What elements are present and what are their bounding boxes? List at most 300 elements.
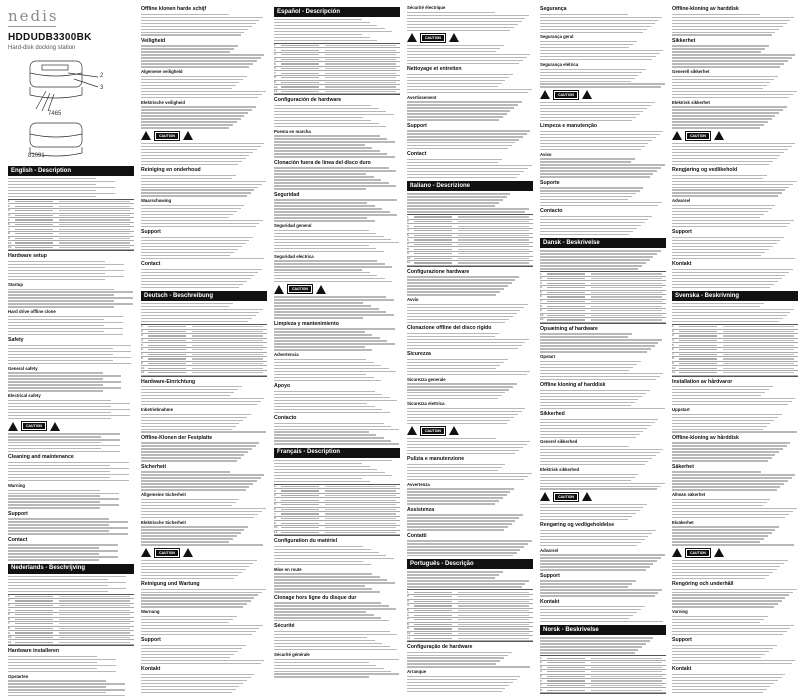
text-line — [141, 164, 238, 165]
text-line — [540, 199, 628, 200]
part-name — [547, 283, 585, 284]
column-1 — [8, 4, 134, 698]
part-description — [325, 495, 396, 496]
text-line — [672, 417, 778, 418]
text-line — [672, 431, 797, 432]
text-line — [141, 214, 233, 215]
row-number: 6. — [672, 347, 675, 352]
paragraph — [540, 187, 666, 206]
text-line — [274, 412, 390, 413]
text-line — [141, 597, 254, 598]
part-description — [458, 596, 529, 597]
paragraph — [274, 602, 400, 621]
paragraph — [540, 41, 666, 60]
paragraph — [274, 296, 400, 318]
row-number: 5. — [540, 289, 543, 294]
text-line — [141, 66, 249, 67]
part-name — [547, 676, 585, 677]
row-number: 4. — [141, 338, 144, 343]
part-description — [591, 680, 662, 681]
row-number: 5. — [8, 217, 11, 222]
text-line — [407, 57, 527, 58]
text-line — [274, 170, 396, 171]
text-line — [540, 41, 637, 42]
warning-triangle-icon — [672, 548, 682, 557]
paragraph — [141, 526, 267, 545]
text-line — [540, 17, 662, 18]
text-line — [672, 663, 792, 664]
text-line — [540, 253, 657, 254]
heading: Sécurité — [274, 623, 295, 630]
heading: Kontakt — [141, 666, 161, 673]
text-line — [141, 45, 238, 46]
part-name — [281, 518, 319, 519]
text-line — [672, 426, 767, 427]
heading: Contact — [141, 261, 161, 268]
text-line — [540, 351, 647, 352]
part-description — [458, 624, 529, 625]
caution-box: CAUTION — [685, 548, 711, 558]
text-line — [274, 272, 370, 273]
text-line — [540, 361, 641, 362]
text-line — [8, 544, 118, 545]
text-line — [407, 279, 515, 280]
row-number: 6. — [8, 222, 11, 227]
part-name — [414, 624, 452, 625]
text-line — [274, 34, 362, 35]
text-line — [274, 147, 372, 148]
part-name — [281, 527, 319, 528]
text-line — [407, 517, 519, 518]
part-name — [414, 615, 452, 616]
text-line — [672, 26, 783, 27]
text-line — [274, 199, 397, 200]
row-number: 7. — [540, 299, 543, 304]
text-line — [407, 479, 524, 480]
paragraph — [672, 175, 798, 197]
text-line — [8, 306, 114, 307]
part-name — [15, 623, 53, 624]
text-line — [540, 29, 647, 30]
part-name — [414, 262, 452, 263]
part-name — [148, 354, 186, 355]
text-line — [141, 161, 242, 162]
part-description — [59, 224, 130, 225]
paragraph — [141, 442, 267, 461]
row-number: 11. — [407, 635, 411, 640]
text-line — [407, 345, 522, 346]
text-line — [141, 272, 258, 273]
text-line — [274, 466, 370, 467]
text-line — [407, 494, 507, 495]
row-number: 6. — [540, 678, 543, 683]
text-line — [407, 663, 496, 664]
text-line — [672, 175, 767, 176]
paragraph — [141, 45, 267, 67]
text-line — [407, 655, 508, 656]
subheading: Seguridad general — [274, 223, 312, 229]
text-line — [141, 622, 229, 623]
text-line — [274, 220, 375, 221]
text-line — [407, 543, 528, 544]
text-line — [274, 40, 377, 41]
part-name — [547, 296, 585, 297]
paragraph — [672, 45, 798, 67]
part-name — [15, 628, 53, 629]
text-line — [8, 436, 101, 437]
text-line — [407, 45, 504, 46]
text-line — [274, 331, 365, 332]
text-line — [8, 345, 131, 346]
subheading: Segurança elétrica — [540, 61, 579, 67]
section-header: Português - Descrição — [407, 559, 533, 569]
text-line — [141, 680, 247, 681]
row-number: 6. — [274, 506, 277, 511]
text-line — [141, 471, 230, 472]
part-name — [281, 523, 319, 524]
part-description — [591, 690, 662, 691]
part-description — [723, 363, 794, 364]
row-number: 10. — [274, 525, 279, 530]
text-line — [540, 120, 632, 121]
text-line — [141, 474, 264, 475]
text-line — [540, 477, 635, 478]
column-2 — [141, 4, 267, 695]
part-name — [15, 642, 53, 643]
row-number: 11. — [672, 370, 676, 375]
part-name — [414, 628, 452, 629]
text-line — [672, 628, 790, 629]
text-line — [274, 117, 363, 118]
text-line — [672, 594, 789, 595]
part-name — [547, 287, 585, 288]
text-line — [407, 520, 515, 521]
part-name — [15, 233, 53, 234]
part-description — [192, 331, 263, 332]
part-name — [281, 500, 319, 501]
text-line — [407, 205, 495, 206]
text-line — [141, 211, 237, 212]
part-name — [414, 244, 452, 245]
text-line — [407, 27, 514, 28]
text-line — [407, 48, 500, 49]
text-line — [672, 208, 772, 209]
text-line — [407, 60, 523, 61]
text-line — [274, 671, 391, 672]
part-description — [325, 82, 396, 83]
text-line — [141, 538, 233, 539]
text-line — [274, 649, 397, 650]
text-line — [141, 686, 239, 687]
part-description — [591, 667, 662, 668]
warning-triangle-icon — [407, 426, 417, 435]
text-line — [274, 640, 375, 641]
text-line — [141, 127, 229, 128]
row-number: 7. — [672, 351, 675, 356]
text-line — [407, 133, 527, 134]
text-line — [540, 14, 628, 15]
subheading: Avvertenza — [407, 481, 430, 487]
text-line — [540, 367, 633, 368]
warning-triangle-icon — [274, 285, 284, 294]
paragraph — [274, 631, 400, 650]
text-line — [274, 443, 399, 444]
text-line — [141, 287, 239, 288]
paragraph — [672, 616, 798, 635]
text-line — [141, 395, 230, 396]
part-description — [325, 490, 396, 491]
text-line — [540, 612, 637, 613]
text-line — [274, 472, 385, 473]
text-line — [672, 272, 789, 273]
part-description — [591, 292, 662, 293]
text-line — [672, 471, 761, 472]
row-number: 2. — [672, 328, 675, 333]
paragraph — [407, 304, 533, 323]
part-description — [458, 633, 529, 634]
paragraph — [540, 361, 666, 380]
text-line — [141, 175, 236, 176]
text-line — [141, 448, 252, 449]
heading: Offline kloning af harddisk — [540, 382, 606, 389]
text-line — [274, 141, 395, 142]
text-line — [8, 270, 124, 271]
heading: Cleaning and maintenance — [8, 454, 74, 461]
row-number: 7. — [407, 617, 410, 622]
section-header: Deutsch - Beschreibung — [141, 291, 267, 301]
row-number: 8. — [141, 356, 144, 361]
text-line — [274, 668, 384, 669]
text-line — [8, 276, 124, 277]
text-line — [141, 79, 243, 80]
text-line — [407, 136, 523, 137]
text-line — [407, 130, 530, 131]
text-line — [274, 156, 395, 157]
text-line — [8, 409, 130, 410]
text-line — [407, 423, 507, 424]
text-line — [672, 442, 790, 443]
text-line — [672, 489, 777, 490]
part-description — [723, 354, 794, 355]
text-line — [274, 217, 367, 218]
part-name — [15, 619, 53, 620]
warning-triangle-icon — [540, 90, 550, 99]
text-line — [8, 462, 129, 463]
text-line — [8, 328, 123, 329]
text-line — [540, 437, 636, 438]
heading: Support — [672, 229, 692, 236]
part-name — [15, 605, 53, 606]
table-row — [274, 90, 400, 95]
text-line — [672, 448, 783, 449]
row-number: 8. — [540, 303, 543, 308]
text-line — [274, 555, 386, 556]
text-line — [540, 137, 656, 138]
paragraph — [540, 419, 666, 438]
part-name — [679, 335, 717, 336]
text-line — [672, 269, 793, 270]
text-line — [274, 437, 384, 438]
row-number: 10. — [407, 255, 412, 260]
row-number: 5. — [540, 673, 543, 678]
part-description — [325, 91, 396, 92]
text-line — [274, 617, 381, 618]
text-line — [141, 258, 264, 259]
text-line — [141, 312, 259, 313]
text-line — [8, 319, 104, 320]
text-line — [141, 594, 258, 595]
row-number: 3. — [8, 208, 11, 213]
text-line — [274, 28, 385, 29]
text-line — [141, 689, 236, 690]
text-line — [672, 572, 773, 573]
row-number: 4. — [672, 338, 675, 343]
text-line — [274, 296, 386, 297]
heading: Offline-kloning av harddisk — [672, 6, 739, 12]
subheading: Sicurezza generale — [407, 376, 446, 382]
text-line — [141, 318, 252, 319]
text-line — [407, 319, 509, 320]
text-line — [407, 368, 496, 369]
text-line — [274, 299, 394, 300]
text-line — [8, 279, 105, 280]
text-line — [672, 312, 790, 313]
text-line — [141, 535, 237, 536]
part-description — [59, 229, 130, 230]
part-description — [325, 45, 396, 46]
part-name — [414, 230, 452, 231]
warning-triangle-icon — [407, 33, 417, 42]
part-name — [414, 226, 452, 227]
text-line — [274, 202, 367, 203]
heading: Opsætning af hardware — [540, 325, 598, 332]
part-description — [325, 59, 396, 60]
row-number: 8. — [274, 516, 277, 521]
text-line — [8, 576, 126, 577]
text-line — [540, 507, 643, 508]
row-number: 1. — [141, 324, 144, 329]
heading: Kontakt — [672, 666, 692, 673]
text-line — [672, 220, 794, 221]
row-number: 3. — [8, 603, 11, 608]
text-line — [672, 508, 797, 509]
text-line — [407, 336, 495, 337]
caution-label — [540, 90, 666, 100]
text-line — [672, 603, 778, 604]
section-header: Norsk - Beskrivelse — [540, 625, 666, 635]
text-line — [407, 86, 498, 87]
text-line — [407, 80, 505, 81]
text-line — [540, 23, 655, 24]
text-line — [407, 145, 512, 146]
text-line — [672, 592, 793, 593]
text-line — [672, 321, 779, 322]
text-line — [672, 240, 780, 241]
text-line — [540, 216, 652, 217]
text-line — [672, 155, 780, 156]
part-name — [281, 68, 319, 69]
paragraph — [540, 530, 666, 546]
row-number: 1. — [407, 214, 410, 219]
part-name — [281, 513, 319, 514]
text-line — [407, 476, 528, 477]
part-name — [547, 690, 585, 691]
text-line — [407, 676, 520, 677]
text-line — [141, 226, 256, 227]
part-name — [679, 363, 717, 364]
warning-triangle-icon — [714, 548, 724, 557]
text-line — [672, 517, 785, 518]
subheading: Seguridad eléctrica — [274, 253, 314, 259]
text-line — [672, 82, 770, 83]
text-line — [274, 150, 380, 151]
text-line — [8, 439, 120, 440]
paragraph — [8, 400, 134, 419]
text-line — [540, 370, 629, 371]
paragraph — [672, 303, 798, 322]
part-description — [591, 685, 662, 686]
text-line — [540, 589, 662, 590]
text-line — [540, 583, 632, 584]
part-description — [325, 532, 396, 533]
text-line — [141, 683, 243, 684]
paragraph — [8, 490, 134, 509]
row-number: 9. — [407, 626, 410, 631]
text-line — [672, 560, 788, 561]
part-name — [15, 637, 53, 638]
part-description — [192, 326, 263, 327]
heading: Rengøring og vedligeholdelse — [540, 522, 615, 529]
part-description — [591, 306, 662, 307]
text-line — [672, 569, 777, 570]
description-table — [407, 589, 533, 642]
part-description — [325, 523, 396, 524]
row-number: 2. — [8, 203, 11, 208]
paragraph — [407, 383, 533, 399]
text-line — [540, 75, 638, 76]
text-line — [8, 591, 108, 592]
row-number: 4. — [8, 212, 11, 217]
text-line — [274, 394, 382, 395]
text-line — [672, 54, 795, 55]
text-line — [141, 486, 249, 487]
part-name — [148, 358, 186, 359]
paragraph — [407, 333, 533, 349]
subheading: Elektrisk sikkerhet — [672, 99, 710, 105]
text-line — [141, 146, 261, 147]
paragraph — [141, 175, 267, 197]
paragraph — [141, 471, 267, 490]
text-line — [8, 671, 116, 672]
text-line — [540, 408, 665, 409]
paragraph — [141, 76, 267, 98]
text-line — [672, 149, 788, 150]
text-line — [8, 442, 101, 443]
text-line — [540, 480, 631, 481]
paragraph — [540, 250, 666, 269]
part-description — [458, 249, 529, 250]
text-line — [141, 398, 264, 399]
heading: Reiniging en onderhoud — [141, 166, 201, 173]
heading: Configurazione hardware — [407, 268, 470, 275]
text-line — [540, 615, 633, 616]
text-line — [274, 236, 384, 237]
text-line — [141, 278, 251, 279]
text-line — [672, 318, 783, 319]
description-table — [540, 271, 666, 324]
text-line — [540, 519, 628, 520]
text-line — [672, 48, 765, 49]
